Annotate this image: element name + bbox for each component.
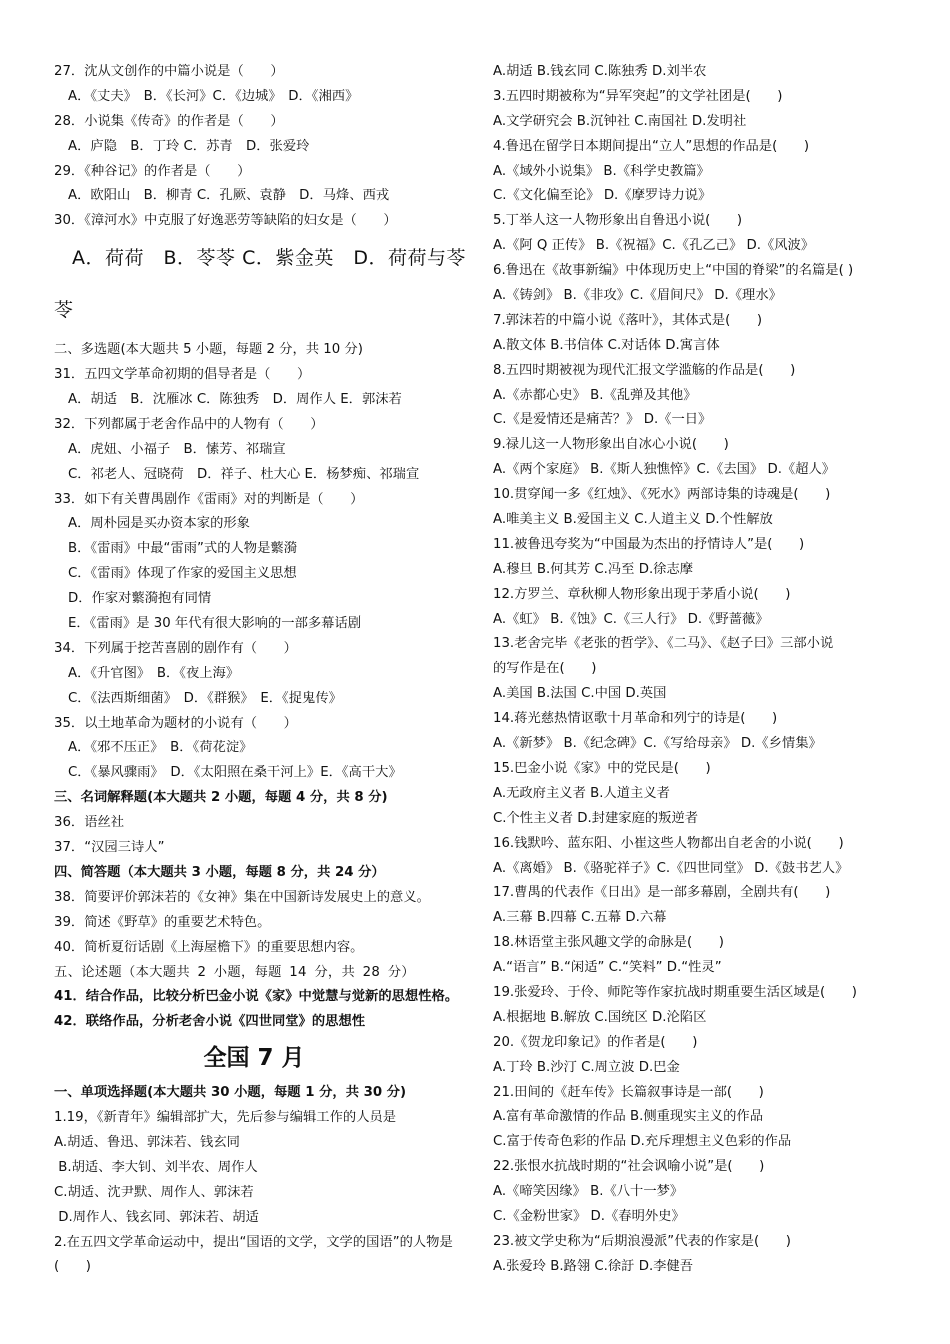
question-1-option-a: A.胡适、鲁迅、郭沫若、钱玄同 (54, 1134, 240, 1150)
question-37: 37．“汉园三诗人” (54, 840, 165, 856)
right-line: A.富有革命激情的作品 B.侧重现实主义的作品 (493, 1109, 764, 1125)
question-31-options: A．胡适 B．沈雁冰 C．陈独秀 D．周作人 E．郭沫若 (68, 392, 402, 408)
right-line: 17.曹禺的代表作《日出》是一部多幕剧，全剧共有( ) (493, 885, 831, 901)
question-33-option-a: A．周朴园是买办资本家的形象 (68, 516, 250, 532)
question-30-options-continued: 苓 (54, 299, 74, 322)
right-line: 15.巴金小说《家》中的党民是( ) (493, 760, 711, 776)
section-4-heading: 四、简答题（本大题共 3 小题，每题 8 分，共 24 分） (54, 864, 385, 880)
question-38: 38．简要评价郭沫若的《女神》集在中国新诗发展史上的意义。 (54, 889, 430, 905)
right-line: A.唯美主义 B.爱国主义 C.人道主义 D.个性解放 (493, 512, 773, 528)
question-33: 33．如下有关曹禺剧作《雷雨》对的判断是（ ） (54, 491, 364, 507)
question-35: 35．以土地革命为题材的小说有（ ） (54, 715, 297, 731)
section-1-heading: 一、单项选择题(本大题共 30 小题，每题 1 分，共 30 分) (54, 1085, 407, 1101)
question-33-option-d: D．作家对蘩漪抱有同情 (68, 591, 212, 607)
right-line: 的写作是在( ) (493, 661, 597, 677)
question-28-options: A．庐隐 B．丁玲 C．苏青 D．张爱玲 (68, 138, 310, 154)
right-line: A.散文体 B.书信体 C.对话体 D.寓言体 (493, 337, 720, 353)
question-35-options-1: A．《邪不压正》 B．《荷花淀》 (68, 740, 253, 756)
question-1-option-c: C.胡适、沈尹默、周作人、郭沫若 (54, 1184, 254, 1200)
question-39: 39．简述《野草》的重要艺术特色。 (54, 914, 271, 930)
right-line: A.胡适 B.钱玄同 C.陈独秀 D.刘半农 (493, 64, 707, 79)
right-line (493, 1305, 908, 1330)
question-40: 40．简析夏衍话剧《上海屋檐下》的重要思想内容。 (54, 939, 364, 955)
right-line: 13.老舍完毕《老张的哲学》、《二马》、《赵子曰》三部小说 (493, 636, 834, 652)
right-line: A.张爱玲 B.路翎 C.徐訏 D.李健吾 (493, 1258, 694, 1274)
right-line: C.个性主义者 D.封建家庭的叛逆者 (493, 810, 699, 826)
right-line: A.《域外小说集》 B.《科学史教篇》 (493, 163, 710, 179)
right-line: 3.五四时期被称为“异军突起”的文学社团是( ) (493, 88, 783, 104)
right-line: 12.方罗兰、章秋柳人物形象出现于茅盾小说( ) (493, 586, 791, 602)
right-line: C.《金粉世家》 D.《春明外史》 (493, 1208, 685, 1224)
right-line: C.《文化偏至论》 D.《摩罗诗力说》 (493, 188, 712, 204)
section-3-heading: 三、名词解释题(本大题共 2 小题，每题 4 分，共 8 分) (54, 790, 388, 806)
question-32-options-2: C．祁老人、冠晓荷 D．祥子、杜大心 E．杨梦痴、祁瑞宣 (68, 466, 420, 482)
right-line: 9.禄儿这一人物形象出自冰心小说( ) (493, 437, 729, 453)
right-line: A.《新梦》 B.《纪念碑》C.《写给母亲》 D.《乡情集》 (493, 736, 822, 752)
question-30-options: A．荷荷 B．苓苓 C．紫金英 D．荷荷与苓 (72, 247, 466, 270)
exam-title: 全国 7 月 (203, 1045, 305, 1072)
right-line: 18.林语堂主张风趣文学的命脉是( ) (493, 935, 724, 951)
right-line: A.《赤都心史》 B.《乱弹及其他》 (493, 387, 697, 403)
right-line: A.“语言” B.“闲适” C.“笑料” D.“性灵” (493, 960, 722, 976)
right-column (493, 60, 908, 1329)
right-line: A.穆旦 B.何其芳 C.冯至 D.徐志摩 (493, 561, 694, 577)
question-1-option-d: D.周作人、钱玄同、郭沫若、胡适 (54, 1209, 259, 1225)
question-1: 1.19，《新青年》编辑部扩大，先后参与编辑工作的人员是 (54, 1110, 397, 1126)
right-line: C.《是爱情还是痛苦？》 D.《一日》 (493, 412, 712, 428)
right-line: A.根据地 B.解放 C.国统区 D.沦陷区 (493, 1009, 707, 1025)
right-line: 4.鲁迅在留学日本期间提出“立人”思想的作品是( ) (493, 138, 810, 154)
question-34-options-1: A．《升官图》 B．《夜上海》 (68, 665, 240, 681)
question-33-option-c: C．《雷雨》体现了作家的爱国主义思想 (68, 566, 297, 582)
question-35-options-2: C．《暴风骤雨》 D．《太阳照在桑干河上》E．《高干大》 (68, 765, 402, 781)
right-line: A.三幕 B.四幕 C.五幕 D.六幕 (493, 910, 667, 926)
questions-41-42: 41．结合作品，比较分析巴金小说《家》中觉慧与觉新的思想性格。42．联络作品，分析老舍小说《四世同堂》的思想性 (54, 989, 459, 1030)
question-32-options-1: A．虎妞、小福子 B．愫芳、祁瑞宣 (68, 441, 286, 457)
question-34-options-2: C．《法西斯细菌》 D．《群猴》 E．《捉鬼传》 (68, 690, 342, 706)
right-line: 20.《贺龙印象记》的作者是( ) (493, 1034, 698, 1050)
question-32: 32．下列都属于老舍作品中的人物有（ ） (54, 416, 324, 432)
right-line: A.《啼笑因缘》 B.《八十一梦》 (493, 1184, 684, 1200)
section-2-heading: 二、多选题(本大题共 5 小题，每题 2 分，共 10 分) (54, 342, 363, 358)
question-36: 36．语丝社 (54, 815, 125, 831)
right-line: 19.张爱玲、于伶、师陀等作家抗战时期重要生活区域是( ) (493, 984, 857, 1000)
section-5-heading: 五、论述题（本大题共 2 小题，每题 14 分，共 28 分） (54, 964, 415, 980)
question-29: 29．《种谷记》的作者是（ ） (54, 163, 251, 179)
question-2: 2.在五四文学革命运动中，提出“国语的文学，文学的国语”的人物是( ) (54, 1234, 453, 1275)
right-line: 21.田间的《赶车传》长篇叙事诗是一部( ) (493, 1084, 764, 1100)
question-27: 27．沈从文创作的中篇小说是（ ） (54, 64, 284, 79)
question-27-options: A．《丈夫》 B．《长河》C．《边城》 D．《湘西》 (68, 88, 359, 104)
right-line: A.丁玲 B.沙汀 C.周立波 D.巴金 (493, 1059, 680, 1075)
right-line: 6.鲁迅在《故事新编》中体现历史上“中国的脊梁”的名篇是( ) (493, 263, 854, 279)
right-line (493, 1280, 908, 1305)
question-34: 34．下列属于挖苦喜剧的剧作有（ ） (54, 640, 297, 656)
question-33-option-b: B．《雷雨》中最“雷雨”式的人物是蘩漪 (68, 541, 297, 557)
right-line: 11.被鲁迅夸奖为“中国最为杰出的抒情诗人”是( ) (493, 536, 805, 552)
right-line: 5.丁举人这一人物形象出自鲁迅小说( ) (493, 213, 743, 229)
right-line: 10.贯穿闻一多《红烛》、《死水》两部诗集的诗魂是( ) (493, 487, 831, 503)
right-line: A.无政府主义者 B.人道主义者 (493, 785, 670, 801)
right-line: A.美国 B.法国 C.中国 D.英国 (493, 686, 667, 702)
question-28: 28．小说集《传奇》的作者是（ ） (54, 113, 284, 129)
question-30: 30．《漳河水》中克服了好逸恶劳等缺陷的妇女是（ ） (54, 213, 397, 229)
right-line: A.《阿 Q 正传》 B.《祝福》C.《孔乙己》 D.《风波》 (493, 238, 815, 254)
question-1-option-b: B.胡适、李大钊、刘半农、周作人 (54, 1159, 258, 1175)
right-line: A.《两个家庭》 B.《斯人独憔悴》C.《去国》 D.《超人》 (493, 462, 836, 478)
right-line: A.《离婚》 B.《骆驼祥子》C.《四世同堂》 D.《鼓书艺人》 (493, 860, 849, 876)
right-line: 8.五四时期被视为现代汇报文学滥觞的作品是( ) (493, 362, 796, 378)
right-line: C.富于传奇色彩的作品 D.充斥理想主义色彩的作品 (493, 1134, 792, 1150)
question-31: 31．五四文学革命初期的倡导者是（ ） (54, 367, 311, 383)
right-line: 23.被文学史称为“后期浪漫派”代表的作家是( ) (493, 1233, 791, 1249)
right-line: 14.蒋光慈热情讴歌十月革命和列宁的诗是( ) (493, 711, 778, 727)
question-29-options: A．欧阳山 B．柳青 C．孔厥、袁静 D．马烽、西戎 (68, 188, 390, 204)
left-column (54, 60, 464, 1280)
question-33-option-e: E．《雷雨》是 30 年代有很大影响的一部多幕话剧 (68, 616, 362, 632)
right-line: A.《铸剑》 B.《非攻》C.《眉间尺》 D.《理水》 (493, 288, 782, 304)
right-line: 7.郭沫若的中篇小说《落叶》，其体式是( ) (493, 312, 763, 328)
right-line: A.文学研究会 B.沉钟社 C.南国社 D.发明社 (493, 113, 747, 129)
right-line: A.《虹》 B.《蚀》C.《三人行》 D.《野蔷薇》 (493, 611, 769, 627)
right-line: 22.张恨水抗战时期的“社会讽喻小说”是( ) (493, 1159, 765, 1175)
right-line: 16.钱默吟、蓝东阳、小崔这些人物都出自老舍的小说( ) (493, 835, 844, 851)
